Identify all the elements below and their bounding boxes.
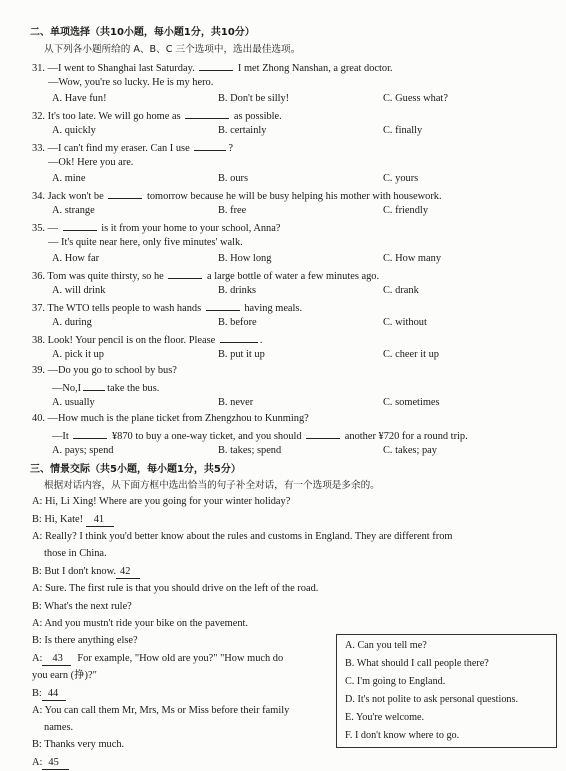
- option-c[interactable]: C. without: [383, 317, 427, 328]
- question-37: 37. The WTO tells people to wash hands having meals.: [32, 300, 302, 315]
- dialogue-line: B: Hi, Kate! 41: [32, 513, 114, 527]
- question-33: 33. —I can't find my eraser. Can I use ?: [32, 140, 233, 155]
- box-option-d[interactable]: D. It's not polite to ask personal questions.: [345, 694, 519, 705]
- dialogue-line: A: Hi, Li Xing! Where are you going for your winter holiday?: [32, 496, 291, 507]
- box-option-c[interactable]: C. I'm going to England.: [345, 676, 446, 687]
- option-c[interactable]: C. drank: [383, 285, 419, 296]
- option-c[interactable]: C. yours: [383, 173, 419, 184]
- dialogue-line: A: You can call them Mr, Mrs, Ms or Miss before their family: [32, 705, 290, 716]
- option-b[interactable]: B. ours: [218, 173, 249, 184]
- dialogue-line: B: Is there anything else?: [32, 635, 138, 646]
- blank-44[interactable]: 44: [42, 687, 66, 701]
- option-c[interactable]: C. friendly: [383, 205, 429, 216]
- section2-instruction: 从下列各小题所给的 A、B、C 三个选项中，选出最佳选项。: [44, 44, 301, 55]
- dialogue-line: those in China.: [44, 548, 107, 559]
- dialogue-line: A: Really? I think you'd better know about the rules and customs in England. They are different from: [32, 531, 453, 542]
- option-c[interactable]: C. Guess what?: [383, 93, 448, 104]
- question-40-line2: —It ¥870 to buy a one-way ticket, and you should another ¥720 for a round trip.: [52, 428, 468, 443]
- option-b[interactable]: B. never: [218, 397, 254, 408]
- dialogue-line: names.: [44, 722, 74, 733]
- section3-title: 三、情景交际（共5小题，每小题1分，共5分）: [30, 464, 241, 475]
- option-b[interactable]: B. put it up: [218, 349, 265, 360]
- dialogue-line: B: What's the next rule?: [32, 601, 132, 612]
- option-c[interactable]: C. How many: [383, 253, 442, 264]
- option-b[interactable]: B. takes; spend: [218, 445, 282, 456]
- option-a[interactable]: A. during: [52, 317, 92, 328]
- option-a[interactable]: A. How far: [52, 253, 100, 264]
- question-39-line2: —No,I take the bus.: [52, 380, 159, 395]
- question-33-line2: —Ok! Here you are.: [48, 157, 134, 168]
- option-b[interactable]: B. before: [218, 317, 257, 328]
- option-a[interactable]: A. Have fun!: [52, 93, 107, 104]
- option-b[interactable]: B. free: [218, 205, 247, 216]
- option-a[interactable]: A. pick it up: [52, 349, 104, 360]
- box-option-e[interactable]: E. You're welcome.: [345, 712, 425, 723]
- question-31-line2: —Wow, you're so lucky. He is my hero.: [48, 77, 214, 88]
- question-36: 36. Tom was quite thirsty, so he a large bottle of water a few minutes ago.: [32, 268, 379, 283]
- question-34: 34. Jack won't be tomorrow because he will be busy helping his mother with housework.: [32, 188, 442, 203]
- option-a[interactable]: A. usually: [52, 397, 95, 408]
- option-a[interactable]: A. quickly: [52, 125, 96, 136]
- option-b[interactable]: B. certainly: [218, 125, 267, 136]
- question-31: 31. —I went to Shanghai last Saturday. I met Zhong Nanshan, a great doctor.: [32, 60, 393, 75]
- dialogue-line: A: Sure. The first rule is that you should drive on the left of the road.: [32, 583, 319, 594]
- box-option-f[interactable]: F. I don't know where to go.: [345, 730, 460, 741]
- section3-instruction: 根据对话内容，从下面方框中选出恰当的句子补全对话，有一个选项是多余的。: [44, 480, 380, 491]
- question-32: 32. It's too late. We will go home as as possible.: [32, 108, 282, 123]
- option-b[interactable]: B. How long: [218, 253, 272, 264]
- section2-title: 二、单项选择（共10小题，每小题1分，共10分）: [30, 27, 255, 38]
- option-b[interactable]: B. drinks: [218, 285, 257, 296]
- dialogue-line: B: 44: [32, 687, 66, 701]
- dialogue-line: A: 45: [32, 756, 69, 770]
- blank-42[interactable]: 42: [116, 565, 140, 579]
- option-c[interactable]: C. sometimes: [383, 397, 440, 408]
- option-a[interactable]: A. will drink: [52, 285, 106, 296]
- option-a[interactable]: A. strange: [52, 205, 95, 216]
- blank-45[interactable]: 45: [42, 756, 68, 770]
- option-b[interactable]: B. Don't be silly!: [218, 93, 290, 104]
- question-38: 38. Look! Your pencil is on the floor. Please .: [32, 332, 263, 347]
- question-35: 35. — is it from your home to your school, Anna?: [32, 220, 280, 235]
- dialogue-line: A: And you mustn't ride your bike on the pavement.: [32, 618, 249, 629]
- dialogue-line: you earn (挣)?": [32, 670, 97, 681]
- option-c[interactable]: C. takes; pay: [383, 445, 437, 456]
- option-a[interactable]: A. mine: [52, 173, 86, 184]
- box-option-b[interactable]: B. What should I call people there?: [345, 658, 489, 669]
- box-option-a[interactable]: A. Can you tell me?: [345, 640, 427, 651]
- option-c[interactable]: C. finally: [383, 125, 423, 136]
- dialogue-line: B: Thanks very much.: [32, 739, 125, 750]
- question-40: 40. —How much is the plane ticket from Zhengzhou to Kunming?: [32, 413, 309, 424]
- blank-41[interactable]: 41: [86, 513, 114, 527]
- option-c[interactable]: C. cheer it up: [383, 349, 439, 360]
- blank-43[interactable]: 43: [42, 652, 70, 666]
- option-a[interactable]: A. pays; spend: [52, 445, 114, 456]
- options-box: [336, 634, 557, 748]
- dialogue-line: B: But I don't know. 42: [32, 565, 140, 579]
- dialogue-line: A: 43 For example, "How old are you?" "How much do: [32, 653, 284, 664]
- question-39: 39. —Do you go to school by bus?: [32, 365, 177, 376]
- question-35-line2: — It's quite near here, only five minutes' walk.: [48, 237, 243, 248]
